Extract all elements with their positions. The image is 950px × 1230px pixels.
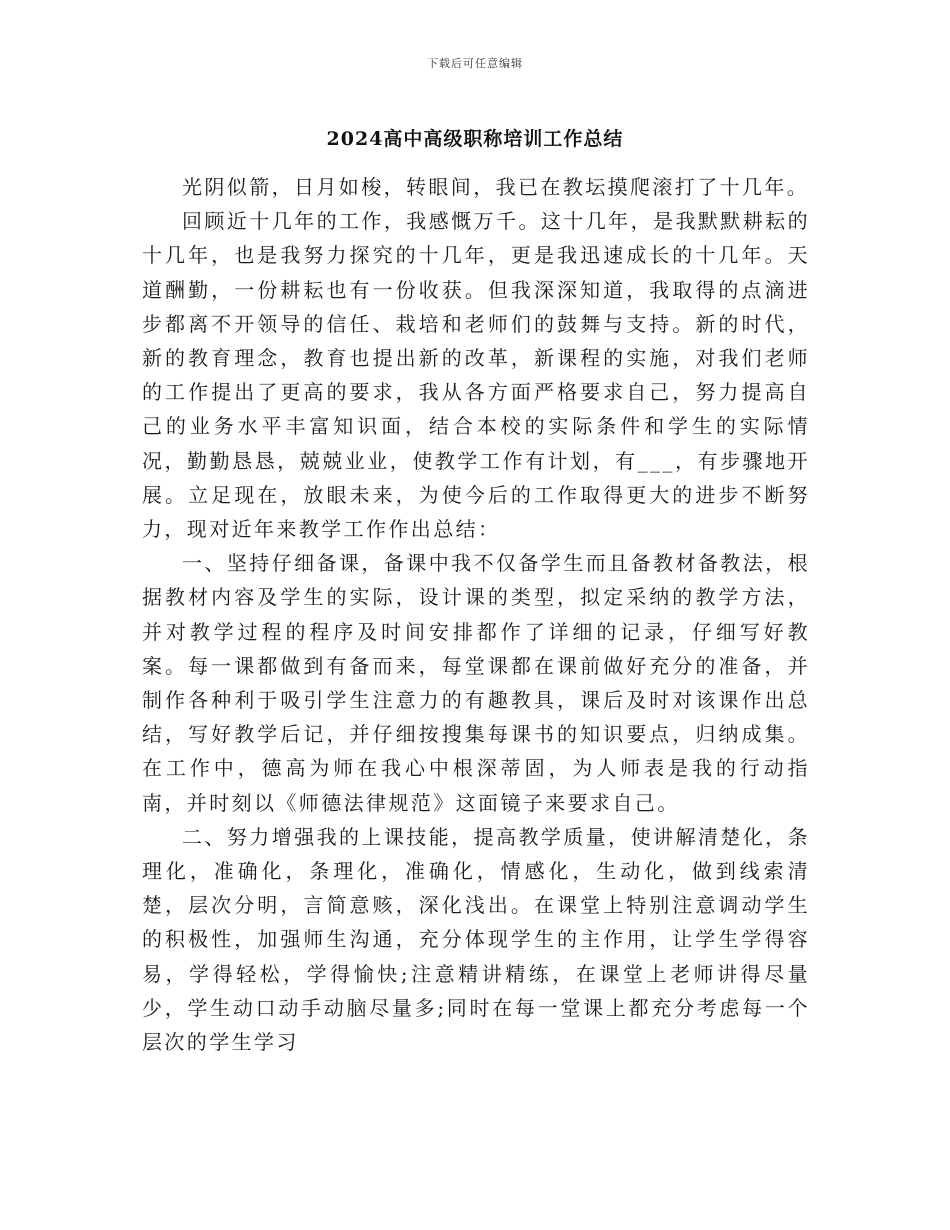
- paragraph-section-one: 一、坚持仔细备课，备课中我不仅备学生而且备教材备教法，根据教材内容及学生的实际，设计课的类型，拟定采纳的教学方法，并对教学过程的程序及时间安排都作了详细的记录，仔细写好教案。每一课都做到有备而来，每堂课都在课前做好充分的准备，并制作各种利于吸引学生注意力的有趣教具，课后及时对该课作出总结，写好教学后记，并仔细按搜集每课书的知识要点，归纳成集。在工作中，德高为师在我心中根深蒂固，为人师表是我的行动指南，并时刻以《师德法律规范》这面镜子来要求自己。: [142, 551, 810, 815]
- header-note: 下载后可任意编辑: [427, 57, 523, 70]
- document-body: [142, 170, 810, 1059]
- paragraph-intro: 光阴似箭，日月如梭，转眼间，我已在教坛摸爬滚打了十几年。: [182, 175, 810, 199]
- paragraph-section-two: 二、努力增强我的上课技能，提高教学质量，使讲解清楚化，条理化，准确化，条理化，准确化，情感化，生动化，做到线索清楚，层次分明，言简意赅，深化浅出。在课堂上特别注意调动学生的积极性，加强师生沟通，充分体现学生的主作用，让学生学得容易，学得轻松，学得愉快;注意精讲精练，在课堂上老师讲得尽量少，学生动口动手动脑尽量多;同时在每一堂课上都充分考虑每一个层次的学生学习: [142, 824, 810, 1055]
- paragraph-review: 回顾近十几年的工作，我感慨万千。这十几年，是我默默耕耘的十几年，也是我努力探究的十几年，更是我迅速成长的十几年。天道酬勤，一份耕耘也有一份收获。但我深深知道，我取得的点滴进步都离不开领导的信任、栽培和老师们的鼓舞与支持。新的时代，新的教育理念，教育也提出新的改革，新课程的实施，对我们老师的工作提出了更高的要求，我从各方面严格要求自己，努力提高自己的业务水平丰富知识面，结合本校的实际条件和学生的实际情况，勤勤恳恳，兢兢业业，使教学工作有计划，有___，有步骤地开展。立足现在，放眼未来，为使今后的工作取得更大的进步不断努力，现对近年来教学工作作出总结：: [142, 209, 810, 542]
- document-title: 2024高中高级职称培训工作总结: [326, 128, 624, 150]
